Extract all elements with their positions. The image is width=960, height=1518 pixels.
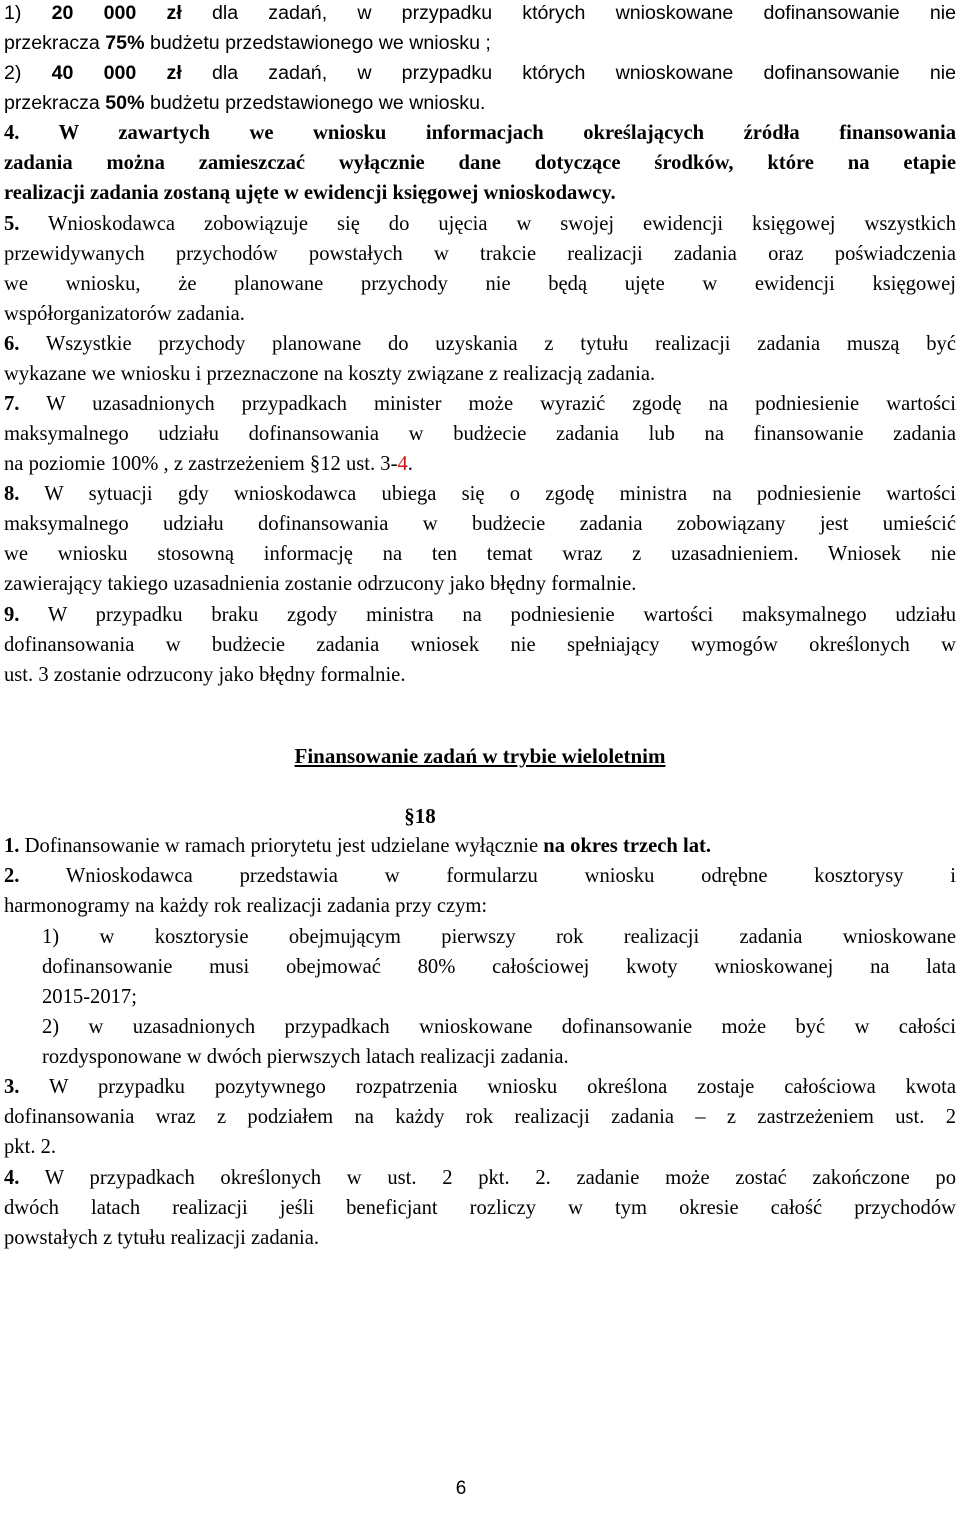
- text-run: dla zadań, w przypadku których wnioskowane dofinansowanie nie: [181, 2, 956, 24]
- text-line: [4, 148, 956, 178]
- text-line: [4, 1072, 956, 1102]
- bold-text: 1.: [4, 835, 20, 857]
- text-run: Wnioskodawca przedstawia w formularzu wniosku odrębne kosztorysy i: [19, 865, 956, 887]
- text-line: [4, 0, 956, 28]
- text-line: [4, 1163, 956, 1193]
- text-run: .: [407, 453, 413, 475]
- text-line: [4, 569, 956, 599]
- text-line: [4, 269, 956, 299]
- bold-text: 8.: [4, 483, 20, 505]
- text-run: na poziomie 100% , z zastrzeżeniem §12 ust. 3-: [4, 453, 398, 475]
- text-run: W przypadku pozytywnego rozpatrzenia wniosku określona zostaje całościowa kwota: [19, 1076, 956, 1098]
- text-run: [136, 62, 166, 84]
- bold-text: 6.: [4, 333, 20, 355]
- text-run: [136, 2, 166, 24]
- text-line: [42, 1012, 956, 1042]
- text-line: [4, 891, 956, 921]
- bold-text: 9.: [4, 604, 20, 626]
- bold-text: 2.: [4, 865, 20, 887]
- text-run: maksymalnego udziału dofinansowania w budżecie zadania zobowiązany jest umieścić: [4, 513, 956, 535]
- bold-text: 50%: [105, 92, 145, 114]
- bold-text: realizacji zadania zostaną ujęte w ewidencji księgowej wnioskodawcy.: [4, 182, 616, 204]
- text-line: [4, 28, 956, 58]
- bold-text: 4.: [4, 1167, 20, 1189]
- text-run: 2) w uzasadnionych przypadkach wnioskowane dofinansowanie może być w całości: [42, 1016, 956, 1038]
- text-run: W przypadkach określonych w ust. 2 pkt. 2. zadanie może zostać zakończone po: [19, 1167, 956, 1189]
- text-line: [4, 329, 956, 359]
- text-line: [4, 449, 956, 479]
- text-run: we wniosku stosowną informację na ten temat wraz z uzasadnieniem. Wniosek nie: [4, 543, 956, 565]
- bold-text: zł: [166, 2, 182, 24]
- section-number: §18: [404, 804, 436, 828]
- text-line: [4, 178, 956, 208]
- text-run: Dofinansowanie w ramach priorytetu jest udzielane wyłącznie: [19, 835, 544, 857]
- text-line: [4, 1102, 956, 1132]
- text-run: W sytuacji gdy wnioskodawca ubiega się o zgodę ministra na podniesienie wartości: [19, 483, 956, 505]
- text-run: maksymalnego udziału dofinansowania w budżecie zadania lub na finansowanie zadania: [4, 423, 956, 445]
- text-run: Wnioskodawca zobowiązuje się do ujęcia w swojej ewidencji księgowej wszystkich: [19, 213, 956, 235]
- text-line: [4, 660, 956, 690]
- text-line: [4, 359, 956, 389]
- text-line: [42, 1042, 956, 1072]
- text-run: 2015-2017;: [42, 986, 137, 1008]
- text-line: [4, 1132, 956, 1162]
- text-line: [4, 600, 956, 630]
- text-line: [4, 539, 956, 569]
- text-run: 4: [397, 453, 408, 475]
- text-line: [4, 239, 956, 269]
- text-run: przekracza: [4, 32, 106, 54]
- bold-text: 4. W zawartych we wniosku informacjach określających źródła finansowania: [4, 122, 956, 144]
- text-run: harmonogramy na każdy rok realizacji zadania przy czym:: [4, 895, 488, 917]
- text-line: [42, 982, 956, 1012]
- text-run: powstałych z tytułu realizacji zadania.: [4, 1227, 320, 1249]
- text-run: przewidywanych przychodów powstałych w trakcie realizacji zadania oraz poświadczenia: [4, 243, 956, 265]
- bold-text: 40 000: [51, 62, 137, 84]
- section-heading: Finansowanie zadań w trybie wieloletnim: [294, 744, 666, 768]
- bold-text: 5.: [4, 213, 20, 235]
- text-run: ust. 3 zostanie odrzucony jako błędny formalnie.: [4, 664, 406, 686]
- bold-text: zł: [166, 62, 182, 84]
- text-run: 1): [4, 2, 52, 24]
- text-line: [4, 479, 956, 509]
- bold-text: 75%: [105, 32, 145, 54]
- text-run: we wniosku, że planowane przychody nie będą ujęte w ewidencji księgowej: [4, 273, 956, 295]
- text-line: [4, 831, 956, 861]
- text-run: pkt. 2.: [4, 1136, 57, 1158]
- text-line: [4, 299, 956, 329]
- text-run: Wszystkie przychody planowane do uzyskania z tytułu realizacji zadania muszą być: [19, 333, 956, 355]
- text-run: 2): [4, 62, 52, 84]
- text-run: zawierający takiego uzasadnienia zostanie odrzucony jako błędny formalnie.: [4, 573, 637, 595]
- text-line: [4, 209, 956, 239]
- text-line: [42, 952, 956, 982]
- bold-text: na okres trzech lat.: [543, 835, 712, 857]
- text-run: dofinansowania wraz z podziałem na każdy rok realizacji zadania – z zastrzeżeniem ust. 2: [4, 1106, 956, 1128]
- text-run: W uzasadnionych przypadkach minister może wyrazić zgodę na podniesienie wartości: [19, 393, 956, 415]
- text-run: wykazane we wniosku i przeznaczone na koszty związane z realizacją zadania.: [4, 363, 656, 385]
- text-run: współorganizatorów zadania.: [4, 303, 245, 325]
- text-line: [4, 419, 956, 449]
- text-run: budżetu przedstawionego we wniosku.: [144, 92, 486, 114]
- text-line: [4, 630, 956, 660]
- text-run: dofinansowanie musi obejmować 80% całościowej kwoty wnioskowanej na lata: [42, 956, 956, 978]
- text-line: [4, 118, 956, 148]
- bold-text: 20 000: [51, 2, 137, 24]
- text-run: W przypadku braku zgody ministra na podniesienie wartości maksymalnego udziału: [19, 604, 956, 626]
- bold-text: zadania można zamieszczać wyłącznie dane dotyczące środków, które na etapie: [4, 152, 956, 174]
- text-run: przekracza: [4, 92, 106, 114]
- text-run: dwóch latach realizacji jeśli beneficjant rozliczy w tym okresie całość przychodów: [4, 1197, 956, 1219]
- text-run: dla zadań, w przypadku których wnioskowane dofinansowanie nie: [181, 62, 956, 84]
- text-line: [4, 88, 956, 118]
- bold-text: 7.: [4, 393, 20, 415]
- text-run: 1) w kosztorysie obejmującym pierwszy rok realizacji zadania wnioskowane: [42, 926, 956, 948]
- page-number: 6: [455, 1478, 467, 1499]
- text-line: [4, 58, 956, 88]
- text-run: budżetu przedstawionego we wniosku ;: [144, 32, 491, 54]
- text-run: rozdysponowane w dwóch pierwszych latach realizacji zadania.: [42, 1046, 569, 1068]
- text-line: [4, 509, 956, 539]
- text-line: [4, 1193, 956, 1223]
- text-run: dofinansowania w budżecie zadania wniosek nie spełniający wymogów określonych w: [4, 634, 956, 656]
- text-line: [4, 389, 956, 419]
- bold-text: 3.: [4, 1076, 20, 1098]
- text-line: [4, 861, 956, 891]
- text-line: [42, 922, 956, 952]
- text-line: [4, 1223, 956, 1253]
